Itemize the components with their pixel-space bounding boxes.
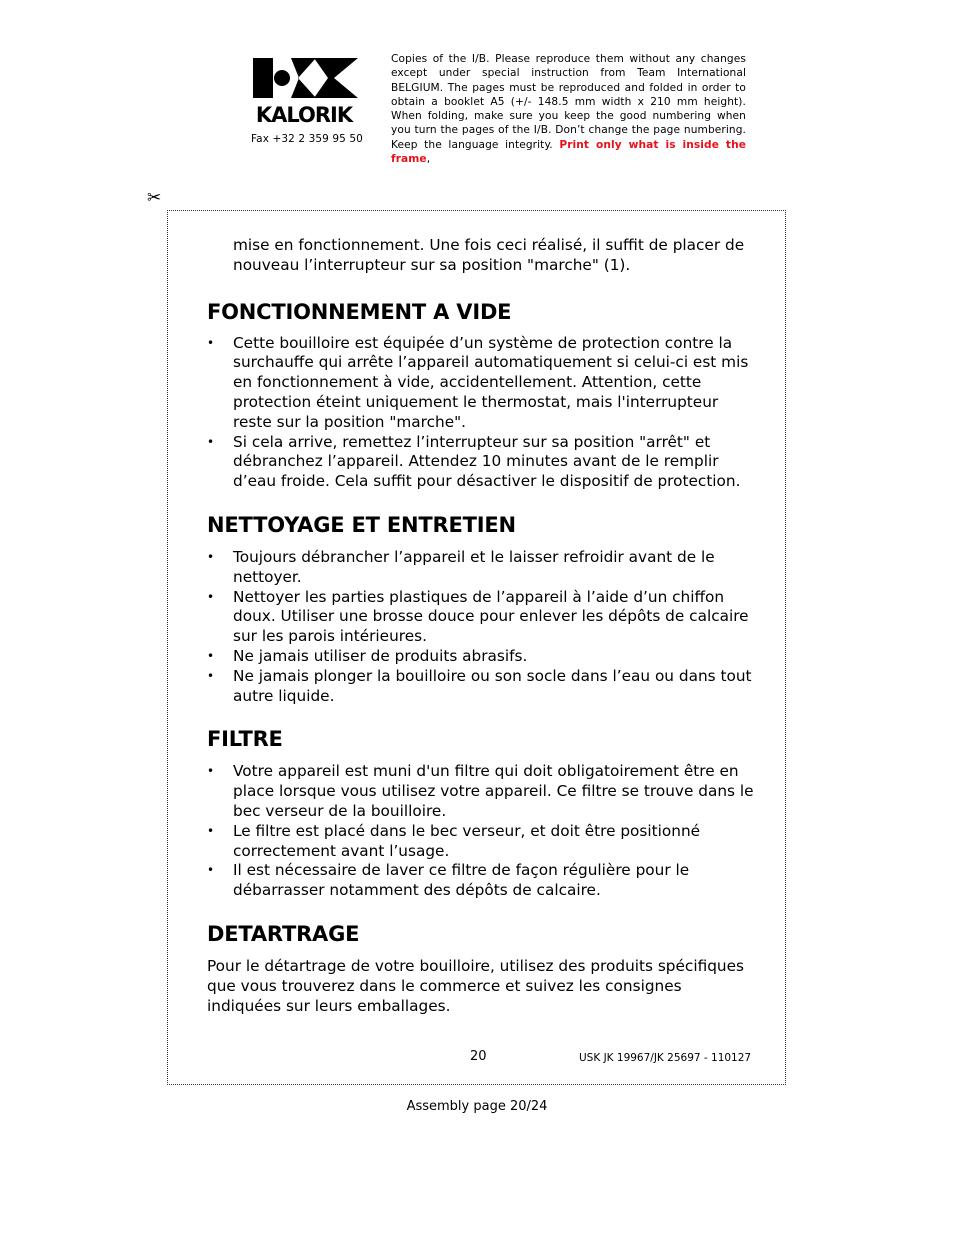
bullet-icon: • bbox=[207, 863, 215, 878]
bullet-icon: • bbox=[207, 335, 215, 350]
bullet-icon: • bbox=[207, 648, 215, 663]
notice-red-text: Print only what is inside the frame bbox=[391, 138, 747, 166]
notice-end: , bbox=[426, 153, 431, 166]
list-item: • Ne jamais plonger la bouilloire ou son socle dans l’eau ou dans tout autre liquide. bbox=[207, 666, 752, 705]
list-item: • Cette bouilloire est équipée d’un système de protection contre la surchauffe qui arrête l’appareil automatiquement si celui-ci est mis en fonctionnement à vide, accidentellement. Attention, cette protection éteint uniquement le thermostat, mais l'interrupteur reste sur la position "marche". bbox=[207, 333, 749, 431]
list-item: • Le filtre est placé dans le bec verseur, et doit être positionné correctement avant l’usage. bbox=[207, 821, 701, 860]
nettoyage-list bbox=[207, 548, 755, 706]
list-item: • Nettoyer les parties plastiques de l’appareil à l’aide d’un chiffon doux. Utiliser une brosse douce pour enlever les dépôts de calcaire sur les parois intérieures. bbox=[207, 587, 749, 646]
logo-text: KALORIK bbox=[255, 103, 353, 125]
filtre-list bbox=[207, 762, 755, 901]
kalorik-logo bbox=[250, 55, 360, 125]
bullet-icon: • bbox=[207, 823, 215, 838]
product-reference: USK JK 19967/JK 25697 - 110127 bbox=[579, 1052, 752, 1064]
page-number: 20 bbox=[470, 1049, 487, 1064]
bullet-icon: • bbox=[207, 764, 215, 779]
list-item: • Toujours débrancher l’appareil et le laisser refroidir avant de le nettoyer. bbox=[207, 547, 715, 586]
intro-paragraph: mise en fonctionnement. Une fois ceci réalisé, il suffit de placer de nouveau l’interrupteur sur sa position "marche" (1). bbox=[233, 236, 745, 274]
section-title-fonctionnement: FONCTIONNEMENT A VIDE bbox=[207, 299, 512, 324]
detartrage-paragraph: Pour le détartrage de votre bouilloire, utilisez des produits spécifiques que vous trouverez dans le commerce et suivez les consignes indiquées sur leurs emballages. bbox=[207, 956, 745, 1015]
list-item: • Ne jamais utiliser de produits abrasifs. bbox=[207, 646, 528, 665]
bullet-icon: • bbox=[207, 668, 215, 683]
notice-text: Copies of the I/B. Please reproduce them without any changes except under special instruction from Team International BELGIUM. The pages must be reproduced and folded in order to obtain a booklet A5 (+/- 148.5 mm width x 210 mm height). When folding, make sure you keep the good numbering when you turn the pages of the I/B. Don’t change the page numbering. Keep the language integrity. bbox=[391, 53, 746, 151]
scissors-icon: ✂ bbox=[147, 188, 162, 208]
printing-notice bbox=[391, 52, 746, 166]
section-title-filtre: FILTRE bbox=[207, 727, 283, 752]
bullet-icon: • bbox=[207, 589, 215, 604]
assembly-page: Assembly page 20/24 bbox=[406, 1099, 548, 1114]
list-item: • Il est nécessaire de laver ce filtre de façon régulière pour le débarrasser notamment des dépôts de calcaire. bbox=[207, 861, 690, 900]
bullet-icon: • bbox=[207, 549, 215, 564]
list-item: • Votre appareil est muni d'un filtre qui doit obligatoirement être en place lorsque vous utilisez votre appareil. Ce filtre se trouve dans le bec verseur de la bouilloire. bbox=[207, 762, 754, 820]
fax-number: Fax +32 2 359 95 50 bbox=[251, 133, 363, 145]
list-item: • Si cela arrive, remettez l’interrupteur sur sa position "arrêt" et débranchez l’appareil. Attendez 10 minutes avant de le remplir d’eau froide. Cela suffit pour désactiver le dispositif de protection. bbox=[207, 432, 741, 491]
section-title-detartrage: DETARTRAGE bbox=[207, 921, 360, 946]
fonctionnement-list bbox=[207, 334, 755, 492]
section-title-nettoyage: NETTOYAGE ET ENTRETIEN bbox=[207, 512, 516, 537]
page-content bbox=[207, 236, 755, 1016]
bullet-icon: • bbox=[207, 434, 215, 449]
